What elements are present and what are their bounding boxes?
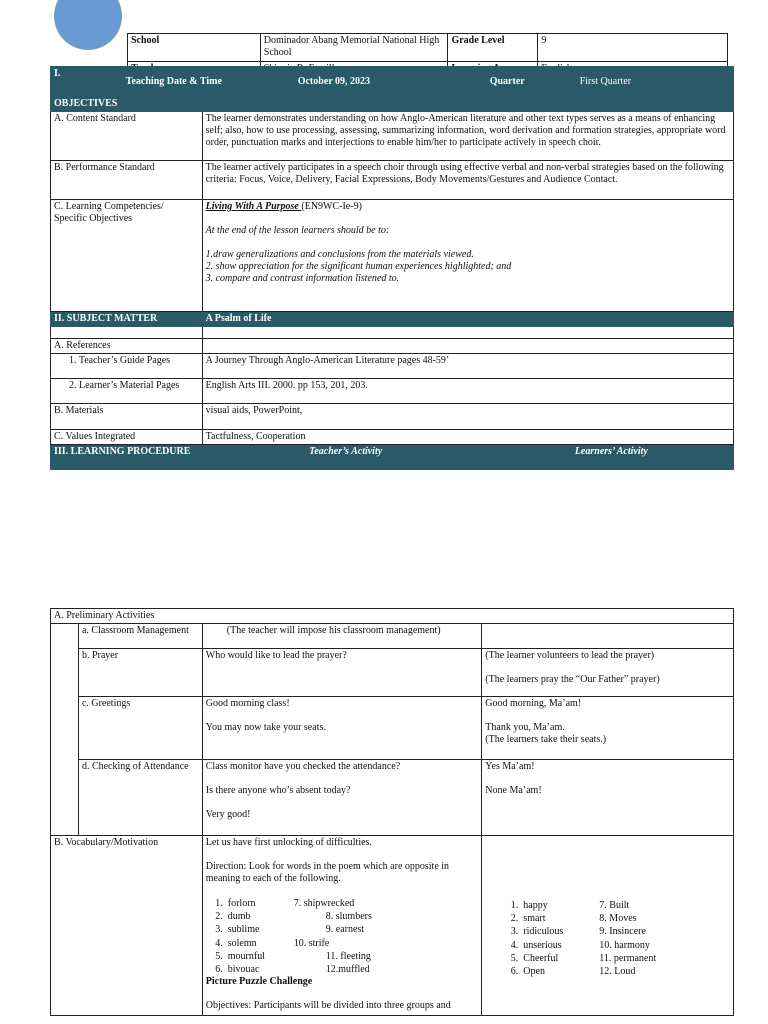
section-one-roman: I. (51, 67, 126, 97)
references-label: A. References (51, 339, 203, 354)
quarter-value: First Quarter (579, 75, 632, 87)
greetings-teacher: Good morning class! You may now take your seats. (202, 697, 482, 760)
attendance-teacher: Class monitor have you checked the attendance? Is there anyone who’s absent today? Very good! (202, 760, 482, 836)
date-label: Teaching Date & Time (125, 75, 222, 87)
prayer-learner: (The learner volunteers to lead the prayer) (The learners pray the “Our Father” prayer) (482, 649, 734, 697)
classroom-management-label: a. Classroom Management (78, 624, 202, 649)
word-item: 4. solemn 10. strife (215, 937, 330, 949)
date-value: October 09, 2023 (297, 75, 371, 87)
competency-intro: At the end of the lesson learners should be to: (205, 225, 390, 236)
picture-puzzle-title: Picture Puzzle Challenge (205, 976, 313, 988)
competencies-content (202, 200, 733, 312)
word-item: 4. unserious 10. harmony (510, 939, 650, 951)
word-item: 5. Cheerful 11. permanent (510, 952, 657, 964)
word-item: 6. Open 12. Loud (510, 965, 636, 977)
picture-puzzle-objectives: Objectives: Participants will be divided into three groups and (205, 1000, 451, 1012)
learners-material-value: English Arts III. 2000. pp 153, 201, 203. (202, 379, 733, 404)
competency-item: 3. compare and contrast information listened to. (205, 273, 400, 284)
teachers-guide-value: A Journey Through Anglo-American Literature pages 48-59’ (202, 354, 733, 379)
performance-standard-text: The learner actively participates in a speech choir through using effective verbal and non-verbal strategies based on the following criteria: Focus, Voice, Delivery, Facial Expressions, Body Movements/Gestures and Audience Contact. (202, 161, 733, 200)
word-item: 1. happy 7. Built (510, 900, 630, 911)
subject-matter-heading: II. SUBJECT MATTER (51, 312, 203, 327)
teacher-word-list (206, 897, 479, 976)
subject-matter-topic: A Psalm of Life (202, 312, 733, 327)
word-item: 5. mournful 11. fleeting (215, 950, 371, 962)
greetings-label: c. Greetings (78, 697, 202, 760)
word-item: 2. dumb 8. slumbers (215, 911, 372, 923)
competency-item: 1.draw generalizations and conclusions from the materials viewed. (205, 249, 474, 260)
word-item: 6. bivouac 12.muffled (215, 963, 370, 975)
vocabulary-teacher: Let us have first unlocking of difficulties. Direction: Look for words in the poem which are opposite in meaning to each of the following. 1. forlorn 7. shipwrecked 2. dumb 8. slumbers 3. sublime 9. earnest 4. solemn 10. strife 5. mournful 11. fleeting 6. bivouac 12.muffled Picture Puzzle Challenge Objectives: Participants will be divided into three groups and (202, 836, 482, 1016)
materials-label: B. Materials (51, 404, 203, 430)
procedure-table (50, 608, 734, 1016)
values-label: C. Values Integrated (51, 430, 203, 445)
classroom-management-teacher: (The teacher will impose his classroom management) (202, 624, 482, 649)
school-label: School (128, 34, 261, 62)
learner-activity-heading: Learners’ Activity (489, 445, 733, 470)
vocabulary-motivation-label: B. Vocabulary/Motivation (51, 836, 203, 1016)
word-item: 3. ridiculous 9. Insincere (510, 926, 646, 938)
greetings-learner: Good morning, Ma’am! Thank you, Ma’am. (The learners take their seats.) (482, 697, 734, 760)
teacher-activity-heading: Teacher’s Activity (202, 445, 489, 470)
quarter-label: Quarter (489, 75, 525, 87)
objectives-table (50, 66, 734, 470)
learner-word-list (485, 899, 730, 978)
content-standard-label: A. Content Standard (51, 112, 203, 161)
competency-item: 2. show appreciation for the significant human experiences highlighted; and (205, 261, 512, 272)
decorative-circle (54, 0, 122, 50)
materials-value: visual aids, PowerPoint, (202, 404, 733, 430)
competency-code: (EN9WC-Ie-9) (301, 201, 362, 212)
prayer-teacher: Who would like to lead the prayer? (202, 649, 482, 697)
preliminary-activities-label: A. Preliminary Activities (51, 609, 734, 624)
prayer-label: b. Prayer (78, 649, 202, 697)
word-item: 2. smart 8. Moves (510, 913, 637, 925)
vocabulary-learner (482, 836, 734, 1016)
teachers-guide-label: 1. Teacher’s Guide Pages (51, 354, 203, 379)
word-item: 1. forlorn 7. shipwrecked (215, 898, 355, 909)
attendance-learner: Yes Ma’am! None Ma’am! (482, 760, 734, 836)
word-item: 3. sublime 9. earnest (215, 924, 365, 936)
grade-level-value: 9 (538, 34, 728, 62)
competencies-label: C. Learning Competencies/ Specific Objectives (51, 200, 203, 312)
objectives-heading: OBJECTIVES (51, 97, 734, 112)
learners-material-label: 2. Learner’s Material Pages (51, 379, 203, 404)
attendance-label: d. Checking of Attendance (78, 760, 202, 836)
learning-procedure-heading: III. LEARNING PROCEDURE (51, 445, 203, 470)
content-standard-text: The learner demonstrates understanding on how Anglo-American literature and other text types serves as a means of enhancing self; also, how to use processing, assessing, summarizing information, word derivation and formation strategies, appropriate word order, punctuation marks and interjections to enable him/her to participate actively in speech choir. (202, 112, 733, 161)
competency-title: Living With A Purpose (205, 201, 302, 212)
performance-standard-label: B. Performance Standard (51, 161, 203, 200)
grade-level-label: Grade Level (448, 34, 538, 62)
school-value: Dominador Abang Memorial National High School (260, 34, 448, 62)
values-value: Tactfulness, Cooperation (202, 430, 733, 445)
